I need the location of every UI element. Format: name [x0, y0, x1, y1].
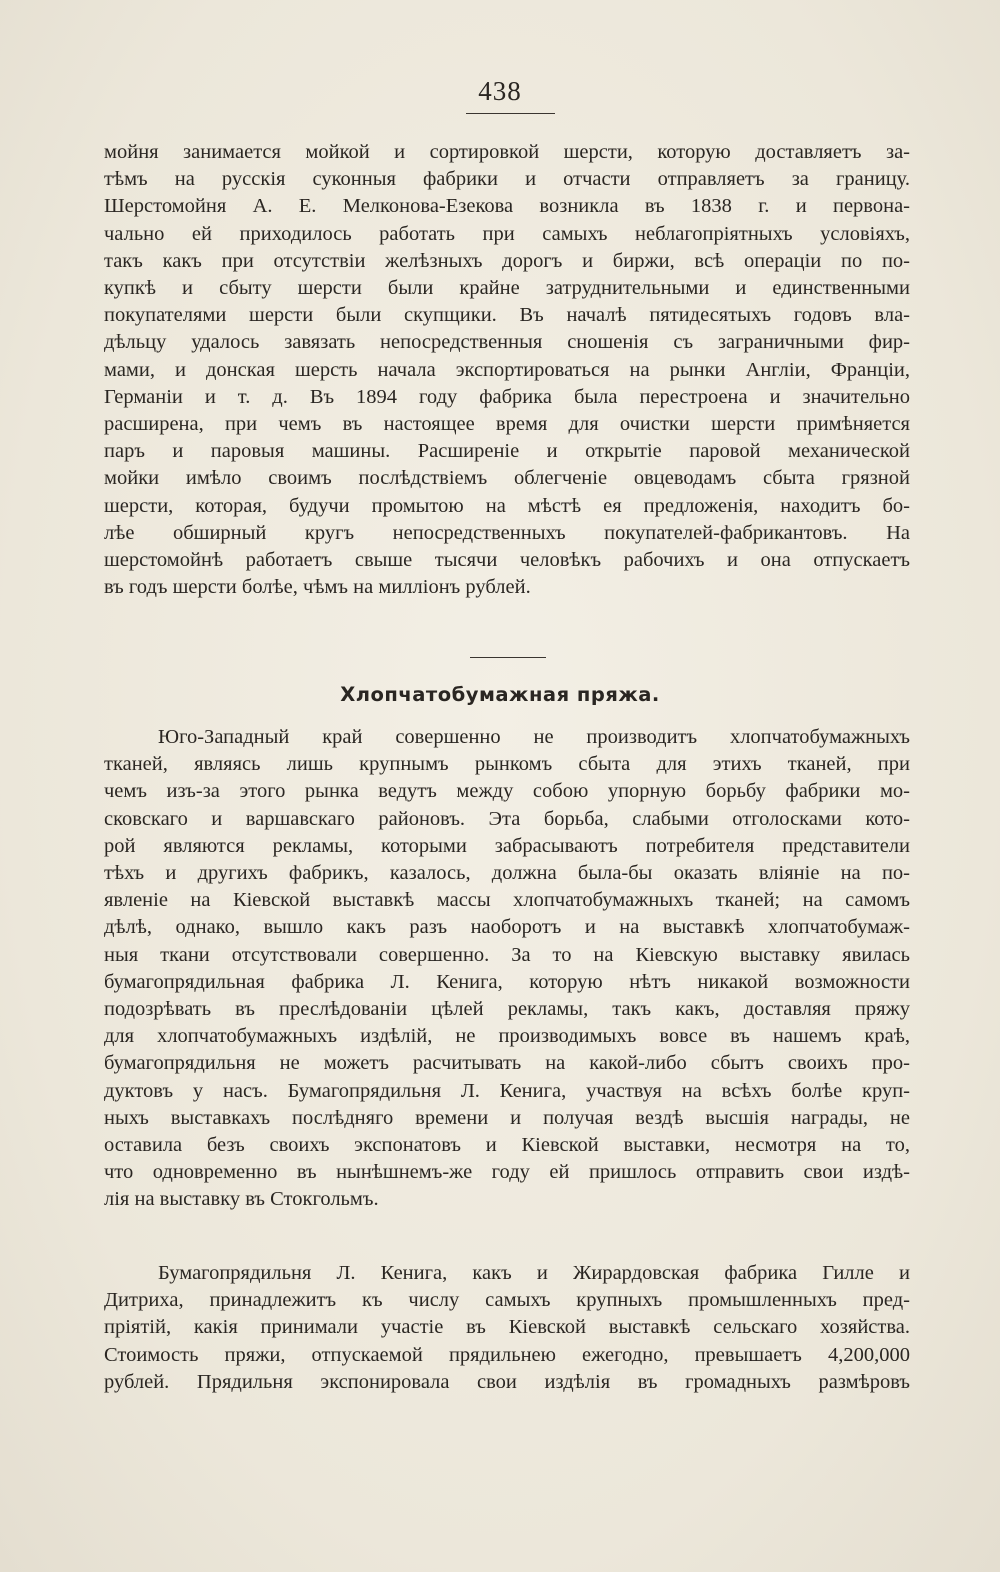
text-line: Бумагопрядильня Л. Кенига, какъ и Жирардовская фабрика Гилле и: [158, 1262, 910, 1284]
text-line: дѣлѣ, однако, вышло какъ разъ наоборотъ и на выставкѣ хлопчатобумаж-: [104, 916, 910, 939]
text-line: тканей, являясь лишь крупнымъ рынкомъ сбыта для этихъ тканей, при: [104, 753, 910, 776]
text-line: бумагопрядильня не можетъ расчитывать на какой-либо сбытъ своихъ про-: [104, 1052, 910, 1075]
text-line: паръ и паровыя машины. Расширеніе и открытіе паровой механической: [104, 440, 910, 463]
section-heading: Хлопчатобумажная пряжа.: [340, 683, 660, 706]
text-line: бумагопрядильная фабрика Л. Кенига, которую нѣтъ никакой возможности: [104, 970, 910, 993]
text-line: для хлопчатобумажныхъ издѣлій, не производимыхъ вовсе въ нашемъ краѣ,: [104, 1025, 910, 1048]
text-line: рублей. Прядильня экспонировала свои издѣлія въ громадныхъ размѣровъ: [104, 1370, 910, 1393]
text-line: дѣльцу удалось завязать непосредственныя сношенія съ заграничными фир-: [104, 331, 910, 354]
text-line: купкѣ и сбыту шерсти были крайне затруднительными и единственными: [104, 277, 910, 300]
paragraph-cotton-market: [104, 724, 910, 1214]
text-line: лія на выставку въ Стокгольмъ.: [104, 1188, 379, 1211]
text-line: ныя ткани отсутствовали совершенно. За то на Кіевскую выставку явилась: [104, 943, 910, 966]
text-line: шерстомойнѣ работаетъ свыше тысячи человѣкъ рабочихъ и она отпускаетъ: [104, 549, 910, 572]
page-number-underline: [466, 113, 555, 114]
text-line: чемъ изъ-за этого рынка ведутъ между собою упорную борьбу фабрики мо-: [104, 780, 910, 803]
text-line: Юго-Западный край совершенно не производитъ хлопчатобумажныхъ: [158, 726, 910, 748]
text-line: Стоимость пряжи, отпускаемой прядильнею ежегодно, превышаетъ 4,200,000: [104, 1343, 910, 1366]
text-line: шерсти, которая, будучи промытою на мѣстѣ ея предложенія, находитъ бо-: [104, 494, 910, 517]
text-line: тѣмъ на русскія суконныя фабрики и отчасти отправляетъ за границу.: [104, 168, 910, 191]
text-line: чально ей приходилось работать при самыхъ неблагопріятныхъ условіяхъ,: [104, 222, 910, 245]
text-line: расширена, при чемъ въ настоящее время для очистки шерсти примѣняется: [104, 413, 910, 436]
text-line: сковскаго и варшавскаго районовъ. Эта борьба, слабыми отголосками кото-: [104, 807, 910, 830]
text-line: явленіе на Кіевской выставкѣ массы хлопчатобумажныхъ тканей; на самомъ: [104, 889, 910, 912]
text-line: мами, и донская шерсть начала экспортироваться на рынки Англіи, Франціи,: [104, 358, 910, 381]
text-line: покупателями шерсти были скупщики. Въ началѣ пятидесятыхъ годовъ вла-: [104, 304, 910, 327]
text-line: рой являются рекламы, которыми забрасываютъ потребителя представители: [104, 834, 910, 857]
text-line: пріятій, какія принимали участіе въ Кіевской выставкѣ сельскаго хозяйства.: [104, 1316, 910, 1339]
text-line: мойня занимается мойкой и сортировкой шерсти, которую доставляетъ за-: [104, 141, 910, 163]
text-line: оставила безъ своихъ экспонатовъ и Кіевской выставки, несмотря на то,: [104, 1134, 910, 1157]
text-line: Германіи и т. д. Въ 1894 году фабрика была перестроена и значительно: [104, 385, 910, 408]
text-line: подозрѣвать въ преслѣдованіи цѣлей рекламы, такъ какъ, доставляя пряжу: [104, 998, 910, 1021]
paragraph-koenig-mill: [104, 1260, 910, 1396]
text-line: въ годъ шерсти болѣе, чѣмъ на милліонъ рублей.: [104, 576, 531, 599]
paragraph-wool-washing: [104, 139, 910, 601]
text-line: Дитриха, принадлежитъ къ числу самыхъ крупныхъ промышленныхъ пред-: [104, 1289, 910, 1312]
text-line: Шерстомойня А. Е. Мелконова-Езекова возникла въ 1838 г. и первона-: [104, 195, 910, 218]
page-number: 438: [478, 76, 522, 106]
text-line: тѣхъ и другихъ фабрикъ, казалось, должна была-бы оказать вліяніе на по-: [104, 862, 910, 885]
text-line: лѣе обширный кругъ непосредственныхъ покупателей-фабрикантовъ. На: [104, 521, 910, 544]
text-line: мойки имѣло своимъ послѣдствіемъ облегченіе овцеводамъ сбыта грязной: [104, 467, 910, 490]
section-divider: [470, 657, 546, 658]
text-line: ныхъ выставкахъ послѣдняго времени и получая вездѣ высшія награды, не: [104, 1106, 910, 1129]
text-line: что одновременно въ нынѣшнемъ-же году ей пришлось отправить свои издѣ-: [104, 1161, 910, 1184]
text-line: такъ какъ при отсутствіи желѣзныхъ дорогъ и биржи, всѣ операціи по по-: [104, 249, 910, 272]
text-line: дуктовъ у насъ. Бумагопрядильня Л. Кенига, участвуя на всѣхъ болѣе круп-: [104, 1079, 910, 1102]
